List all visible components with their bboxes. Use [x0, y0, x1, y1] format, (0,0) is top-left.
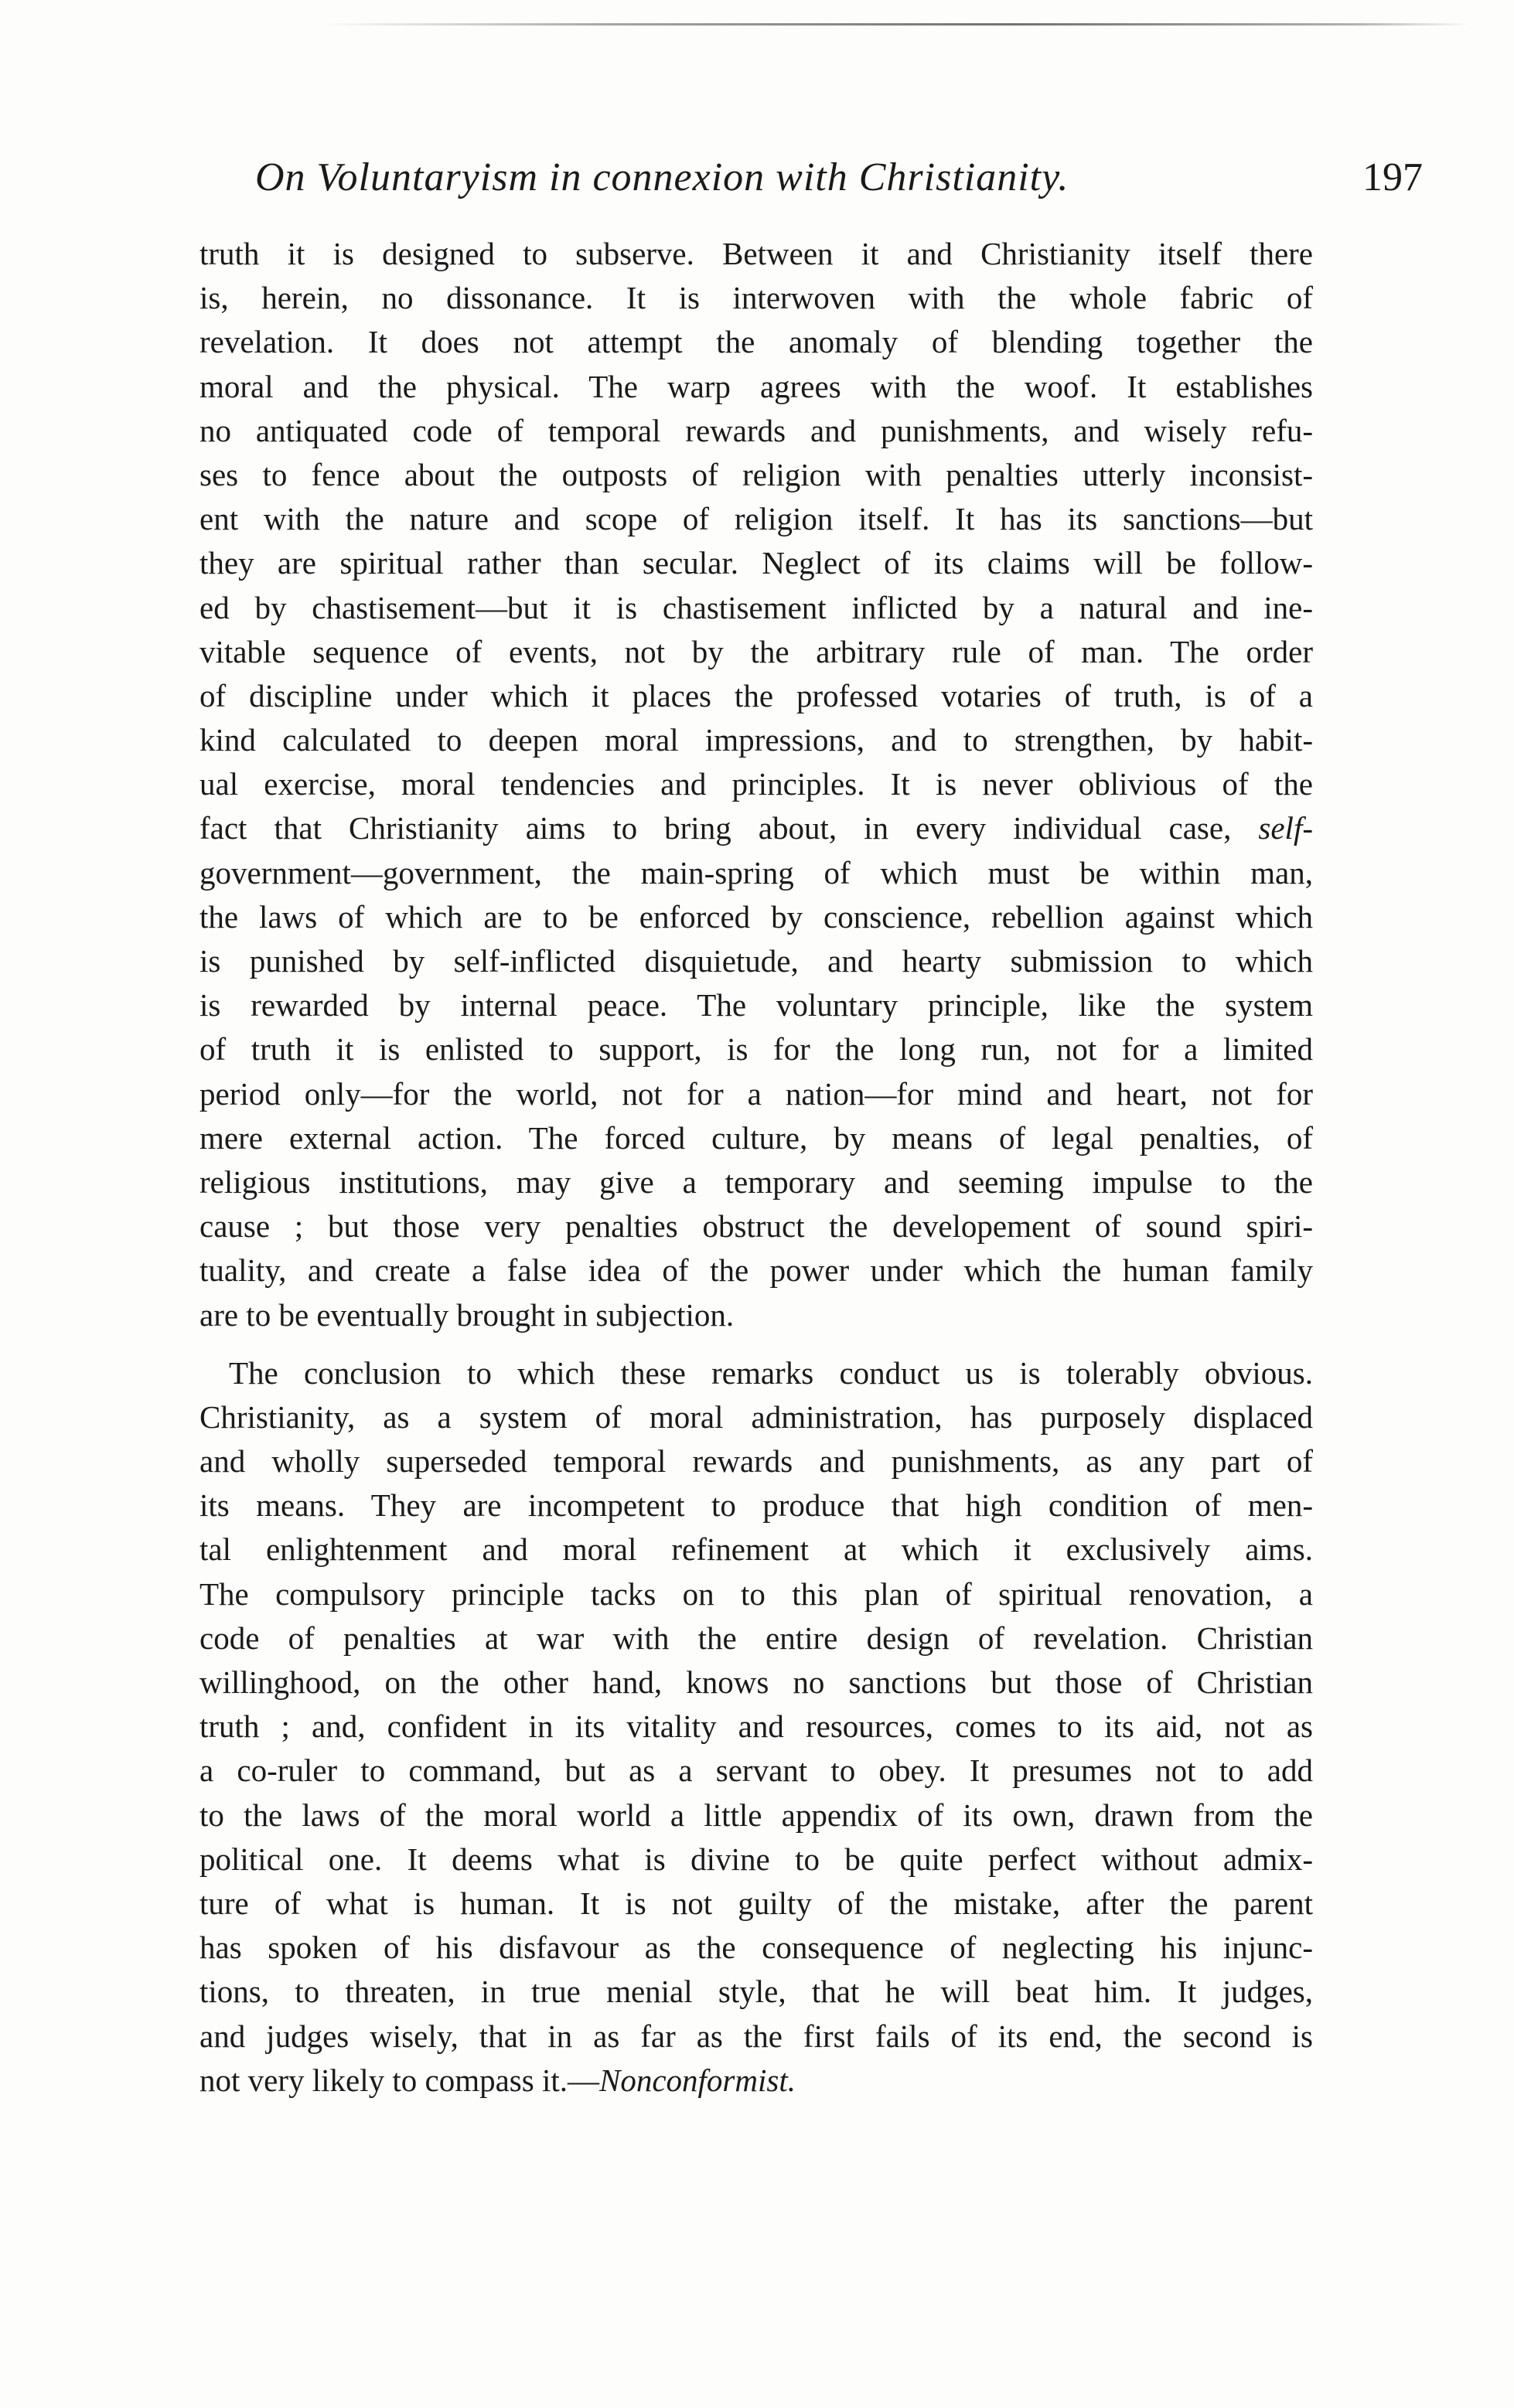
text-line: revelation. It does not attempt the anomaly of blending together the [199, 324, 1313, 360]
italic-text: self- [1258, 810, 1313, 846]
text-line: tal enlightenment and moral refinement at which it exclusively aims. [199, 1531, 1313, 1568]
text-line: is punished by self-inflicted disquietude, and hearty submission to which [199, 943, 1313, 979]
text-line: ture of what is human. It is not guilty of the mistake, after the parent [199, 1885, 1313, 1921]
text-line: truth it is designed to subserve. Between it and Christianity itself there [199, 236, 1313, 271]
text-line: political one. It deems what is divine to be quite perfect without admix- [199, 1841, 1313, 1877]
text-line: fact that Christianity aims to bring about, in every individual case, self- [199, 810, 1313, 846]
text-line: kind calculated to deepen moral impressions, and to strengthen, by habit- [199, 722, 1313, 758]
text-line: truth ; and, confident in its vitality and resources, comes to its aid, not as [199, 1708, 1313, 1745]
text-line: a co-ruler to command, but as a servant to obey. It presumes not to add [199, 1752, 1313, 1789]
text-line: they are spiritual rather than secular. Neglect of its claims will be follow- [199, 545, 1313, 581]
body-text [199, 232, 1313, 2103]
text-line: period only—for the world, not for a nation—for mind and heart, not for [199, 1075, 1313, 1112]
text-line: government—government, the main-spring of which must be within man, [199, 854, 1313, 891]
text-line: not very likely to compass it.—Nonconformist. [199, 2062, 796, 2098]
text-line: The conclusion to which these remarks conduct us is tolerably obvious. [229, 1354, 1313, 1391]
running-title: On Voluntaryism in connexion with Christianity. [255, 155, 1069, 199]
text-line: vitable sequence of events, not by the arbitrary rule of man. The order [199, 633, 1313, 669]
text-line: religious institutions, may give a temporary and seeming impulse to the [199, 1163, 1313, 1200]
text-line: willinghood, on the other hand, knows no sanctions but those of Christian [199, 1664, 1313, 1700]
text-line: of truth it is enlisted to support, is for the long run, not for a limited [199, 1031, 1313, 1068]
text-line: its means. They are incompetent to produce that high condition of men- [199, 1487, 1313, 1524]
text-line: ual exercise, moral tendencies and principles. It is never oblivious of the [199, 766, 1313, 802]
italic-text: Nonconformist. [598, 2062, 796, 2098]
text-line: cause ; but those very penalties obstruct the developement of sound spiri- [199, 1208, 1313, 1245]
text-line: are to be eventually brought in subjection. [199, 1296, 735, 1333]
running-head [255, 155, 1423, 209]
text-line: ent with the nature and scope of religion itself. It has its sanctions—but [199, 501, 1313, 537]
text-line: moral and the physical. The warp agrees with the woof. It establishes [199, 368, 1313, 404]
paragraph-2 [199, 1351, 1313, 2103]
text-line: Christianity, as a system of moral administration, has purposely displaced [199, 1398, 1313, 1435]
text-line: is rewarded by internal peace. The voluntary principle, like the system [199, 987, 1313, 1023]
text-line: ed by chastisement—but it is chastisement inflicted by a natural and ine- [199, 589, 1313, 625]
text-line: and judges wisely, that in as far as the first fails of its end, the second is [199, 2018, 1313, 2054]
text-line: has spoken of his disfavour as the consequence of neglecting his injunc- [199, 1929, 1313, 1966]
text-line: The compulsory principle tacks on to this plan of spiritual renovation, a [199, 1575, 1313, 1612]
text-line: code of penalties at war with the entire design of revelation. Christian [199, 1620, 1313, 1656]
page-top-edge-shadow [325, 23, 1469, 26]
page-number: 197 [1362, 155, 1423, 199]
text-line: mere external action. The forced culture, by means of legal penalties, of [199, 1119, 1313, 1156]
text-line: of discipline under which it places the professed votaries of truth, is of a [199, 677, 1313, 714]
text-line: is, herein, no dissonance. It is interwoven with the whole fabric of [199, 280, 1313, 316]
text-line: tions, to threaten, in true menial style, that he will beat him. It judges, [199, 1974, 1313, 2010]
paragraph-1 [199, 232, 1313, 1337]
text-line: tuality, and create a false idea of the power under which the human family [199, 1252, 1313, 1289]
text-line: the laws of which are to be enforced by conscience, rebellion against which [199, 898, 1313, 935]
text-line: no antiquated code of temporal rewards and punishments, and wisely refu- [199, 412, 1313, 448]
text-line: and wholly superseded temporal rewards and punishments, as any part of [199, 1443, 1313, 1480]
text-line: to the laws of the moral world a little appendix of its own, drawn from the [199, 1797, 1313, 1833]
text-line: ses to fence about the outposts of religion with penalties utterly inconsist- [199, 456, 1313, 492]
paragraph-gap [199, 1337, 1313, 1351]
